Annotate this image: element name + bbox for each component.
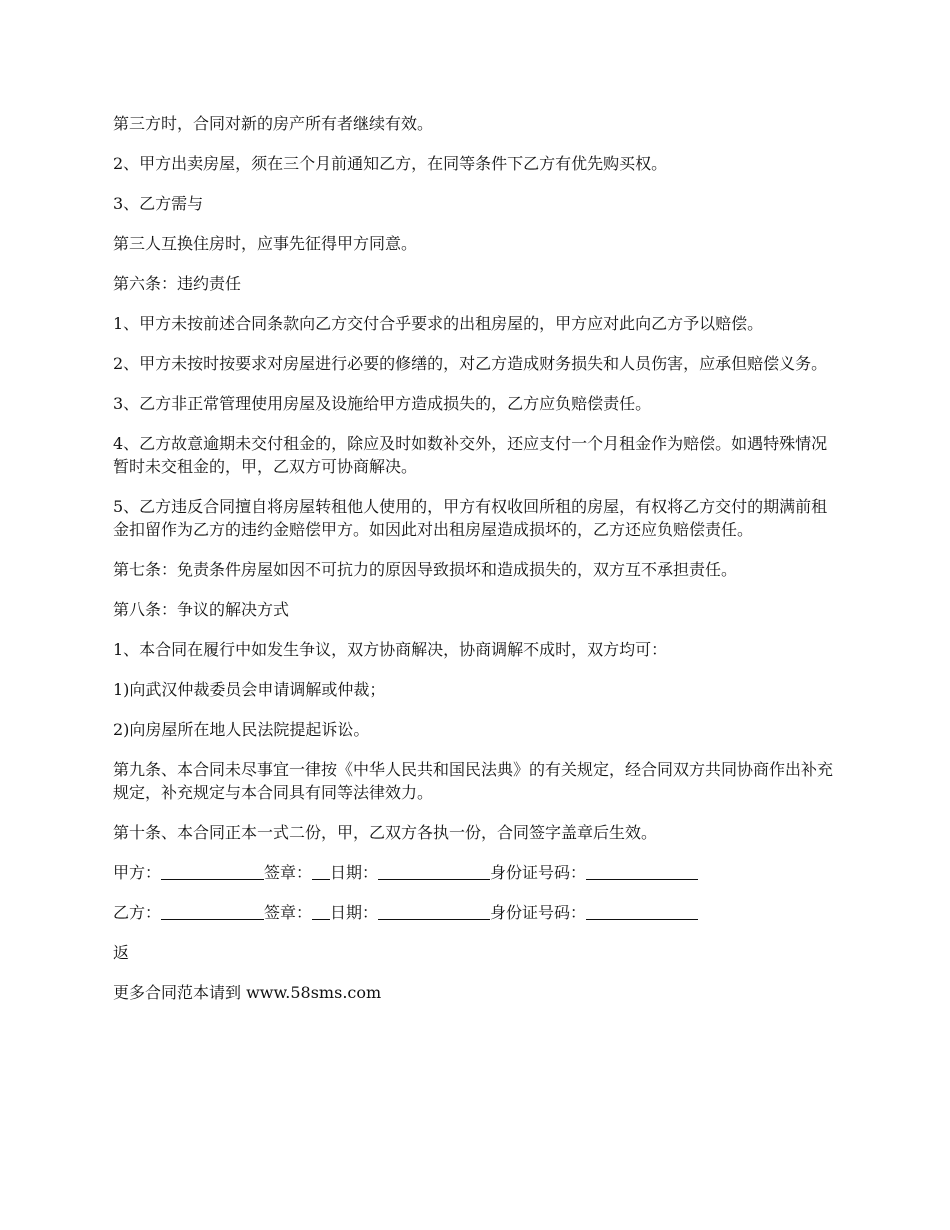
- section-heading: 第七条：免责条件房屋如因不可抗力的原因导致损坏和造成损失的，双方互不承担责任。: [113, 560, 738, 579]
- signature-line-party-b: [113, 901, 843, 924]
- section-heading: 第八条：争议的解决方式: [113, 600, 290, 619]
- clause-paragraph: 1)向武汉仲裁委员会申请调解或仲裁；: [113, 680, 386, 699]
- party-b-id-label: 身份证号码：: [490, 903, 587, 922]
- party-b-date-label: 日期：: [330, 903, 379, 922]
- clause-paragraph: 第三方时，合同对新的房产所有者继续有效。: [113, 114, 434, 133]
- party-a-date-label: 日期：: [330, 863, 379, 882]
- clause-paragraph: 5、乙方违反合同擅自将房屋转租他人使用的，甲方有权收回所租的房屋，有权将乙方交付的期满前租金扣留作为乙方的违约金赔偿甲方。如因此对出租房屋造成损坏的，乙方还应负赔偿责任。: [113, 497, 828, 539]
- party-a-date-blank[interactable]: [378, 863, 490, 880]
- party-b-seal-blank[interactable]: [312, 903, 330, 920]
- back-text: 返: [113, 943, 130, 962]
- clause-paragraph: 3、乙方非正常管理使用房屋及设施给甲方造成损失的，乙方应负赔偿责任。: [113, 394, 652, 413]
- more-contracts-link[interactable]: 更多合同范本请到 www.58sms.com: [113, 983, 382, 1002]
- party-a-label: 甲方：: [113, 863, 162, 882]
- clause-paragraph: 2)向房屋所在地人民法院提起诉讼。: [113, 720, 370, 739]
- clause-paragraph: 1、甲方未按前述合同条款向乙方交付合乎要求的出租房屋的，甲方应对此向乙方予以赔偿。: [113, 314, 764, 333]
- clause-paragraph: 1、本合同在履行中如发生争议，双方协商解决，协商调解不成时，双方均可：: [113, 640, 668, 659]
- document-body: [113, 112, 843, 1021]
- party-a-name-blank[interactable]: [161, 863, 264, 880]
- signature-line-party-a: [113, 861, 843, 884]
- clause-paragraph: 4、乙方故意逾期未交付租金的，除应及时如数补交外，还应支付一个月租金作为赔偿。如遇特殊情况暂时未交租金的，甲，乙双方可协商解决。: [113, 434, 828, 476]
- party-b-seal-label: 签章：: [264, 903, 313, 922]
- clause-paragraph: 2、甲方出卖房屋，须在三个月前通知乙方，在同等条件下乙方有优先购买权。: [113, 154, 668, 173]
- party-a-id-blank[interactable]: [586, 863, 698, 880]
- party-a-id-label: 身份证号码：: [490, 863, 587, 882]
- party-b-name-blank[interactable]: [161, 903, 264, 920]
- party-a-seal-blank[interactable]: [312, 863, 330, 880]
- party-b-id-blank[interactable]: [586, 903, 698, 920]
- party-b-date-blank[interactable]: [378, 903, 490, 920]
- clause-paragraph: 3、乙方需与: [113, 194, 204, 213]
- clause-paragraph: 第三人互换住房时，应事先征得甲方同意。: [113, 234, 418, 253]
- clause-paragraph: 2、甲方未按时按要求对房屋进行必要的修缮的，对乙方造成财务损失和人员伤害，应承但赔偿义务。: [113, 354, 828, 373]
- section-heading: 第十条、本合同正本一式二份，甲，乙双方各执一份，合同签字盖章后生效。: [113, 823, 658, 842]
- party-a-seal-label: 签章：: [264, 863, 313, 882]
- section-heading: 第九条、本合同未尽事宜一律按《中华人民共和国民法典》的有关规定，经合同双方共同协商作出补充规定，补充规定与本合同具有同等法律效力。: [113, 760, 834, 802]
- party-b-label: 乙方：: [113, 903, 162, 922]
- section-heading: 第六条：违约责任: [113, 274, 242, 293]
